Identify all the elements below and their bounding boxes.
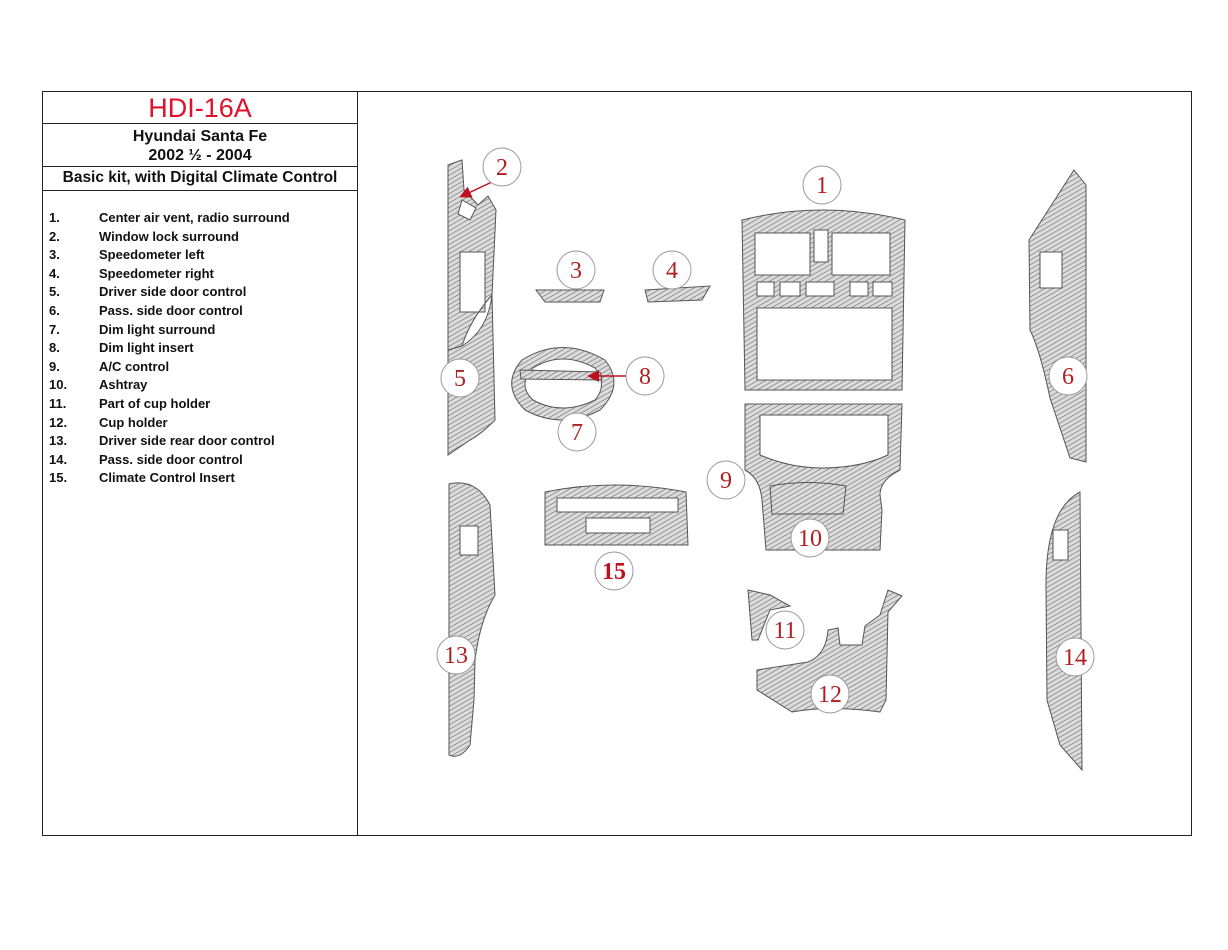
callout-10 [791,519,829,557]
part-name: Pass. side door control [99,302,243,318]
part-number: 7. [49,321,60,337]
part-name: Pass. side door control [99,451,243,467]
part-name: Speedometer left [99,247,205,263]
callout-12 [811,675,849,713]
part-name: Dim light insert [99,340,194,356]
part-name: Driver side rear door control [99,433,275,449]
part-number: 14. [49,451,68,467]
part-number: 1. [49,210,60,225]
part-8-shape [520,370,602,380]
callout-15 [595,552,633,590]
part-number: 8. [49,340,60,356]
part-number: 12. [49,414,68,430]
part-number: 9. [49,358,60,374]
part-6-shape [1029,170,1086,462]
part-1-shape [742,210,905,390]
callout-3 [557,251,595,289]
callout-14-label: 14 [1063,645,1087,671]
callout-4-label: 4 [666,258,678,284]
part-number: 6. [49,302,60,318]
kit-code: HDI-16A [43,92,357,124]
part-10-shape [770,483,846,515]
callout-6 [1049,357,1087,395]
callout-2-label: 2 [496,155,508,181]
part-number: 3. [49,247,60,263]
part-name: Center air vent, radio surround [99,210,290,225]
callout-13 [437,636,475,674]
part-name: Part of cup holder [99,395,211,411]
part-3-shape [536,290,604,302]
part-number: 5. [49,284,60,300]
part-name: Climate Control Insert [99,470,235,486]
part-name: Window lock surround [99,228,239,244]
part-name: Ashtray [99,377,148,393]
part-number: 15. [49,470,68,486]
callout-11-label: 11 [773,618,797,644]
part-number: 11. [49,395,67,411]
callout-12-label: 12 [818,682,842,708]
kit-description: Basic kit, with Digital Climate Control [43,167,357,191]
part-number: 4. [49,265,60,281]
callout-8 [626,357,664,395]
part-name: Speedometer right [99,265,214,281]
callout-3-label: 3 [570,258,582,284]
part-name: Cup holder [99,414,168,430]
callout-11 [766,611,804,649]
callout-6-label: 6 [1062,364,1074,390]
callout-4 [653,251,691,289]
part-13-shape [449,483,495,756]
callout-1-label: 1 [816,173,828,199]
callout-7-label: 7 [571,420,583,446]
callout-9-label: 9 [720,468,732,494]
part-number: 10. [49,377,68,393]
callout-5-label: 5 [454,366,466,392]
callout-1 [803,166,841,204]
vehicle-model: Hyundai Santa Fe [132,128,268,145]
callout-7 [558,413,596,451]
vehicle-years: 2002 ½ - 2004 [148,147,252,164]
part-14-shape [1046,492,1082,770]
part-name: Driver side door control [99,284,247,300]
part-7-shape [512,348,614,421]
callout-2-arrow [462,182,492,196]
callout-9 [707,461,745,499]
part-name: A/C control [99,358,170,374]
part-number: 13. [49,433,68,449]
callout-14 [1056,638,1094,676]
callout-2 [483,148,521,186]
part-name: Dim light surround [99,321,216,337]
part-number: 2. [49,228,60,244]
callout-13-label: 13 [444,643,468,669]
callout-8-label: 8 [639,364,651,390]
part-15-shape [545,485,688,545]
callout-10-label: 10 [798,526,822,552]
callout-5 [441,359,479,397]
callout-15-label: 15 [602,559,626,585]
